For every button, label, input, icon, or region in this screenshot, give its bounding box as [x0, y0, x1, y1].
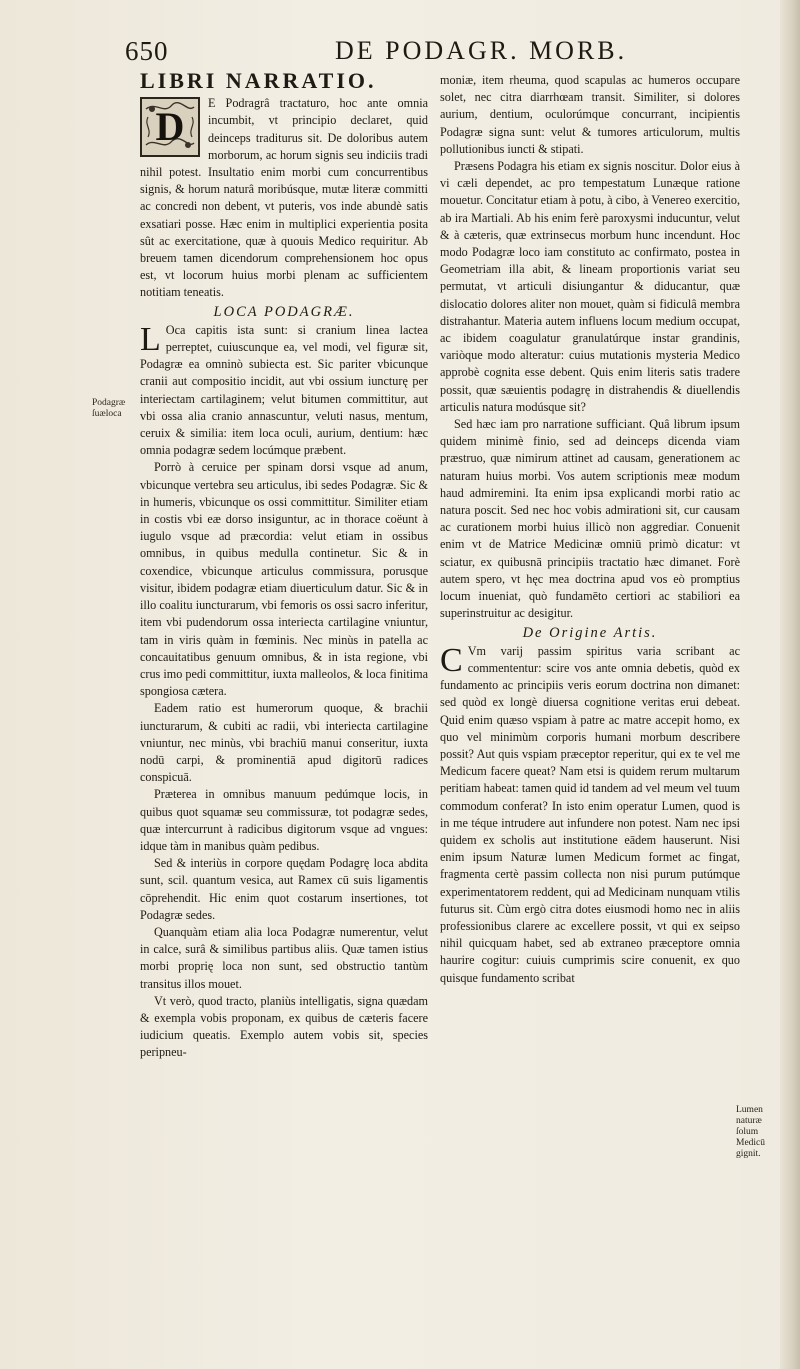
left-column [140, 68, 428, 1062]
intro-paragraph [140, 95, 428, 301]
page-number: 650 [125, 36, 169, 66]
intro-text: E Podragrâ tractaturo, hoc ante omnia incumbit, vt principio declaret, quid deinceps traditurus sit. De doloribus autem morborum, ac horum signis seu indiciis tradi nihil potest. Insultatio enim morbi cum concurrentibus signis, & horum naturâ moribúsque, mutæ literæ committi ac concredi non debent, vt puteris, vos inde abundè satis exsatiari posse. Hæc enim in multiplici experientia posita sût ac exercitatione, quæ à quouis Medico requiritur. Ab breuem tamen dicendorum comprehensionem hoc opus est, vt locorum huius morbi plenam ac sufficientem notitiam teneatis. [140, 96, 428, 300]
paragraph: Præsens Podagra his etiam ex signis noscitur. Dolor eius à vi cæli dependet, ac pro tempestatum Lunæque ratione mouetur. Concitatur etiam à potu, à cibo, à Venereo exercitio, ab ira Martiali. Ab his enim ferè paroxysmi inducuntur, velut & à cæteris, quæ extrinsecus morbum hunc incendunt. Hoc modo Podagræ loco iam constituto ac confirmato, postea in Geometriam illa abit, & lineam proportionis variat seu permutat, vt articuli disiungantur & diducantur, quæ dislocatio dolores aliter non mouet, quàm si fidiculâ membra distrahantur. Materia autem influens locum medium occupat, ac ibidem coagulatur granulatúrque instar grandinis, variòque modo alteratur: cuius mutationis mysteria Medico approbè cognita esse debent. Quis enim literis satis tradere possit, quæ sæuientis podagrę in distrahendis & diuellendis articulis natura modúsque sit? [440, 159, 740, 414]
paragraph: Sed & interiùs in corpore quędam Podagrę loca abdita sunt, scil. quantum vesica, aut Ramex cū suis ligamentis cōprehendit. Hic enim quot costarum insertiones, tot Podagræ sedes. [140, 856, 428, 922]
paragraph: Quanquàm etiam alia loca Podagræ numerentur, velut in calce, surâ & similibus partibus aliis. Quæ tamen istius morbi proprię loca non sunt, sed obstructio tantùm transitus illos mouet. [140, 924, 428, 991]
paragraph: moniæ, item rheuma, quod scapulas ac humeros occupare solet, nec citra diarrhœam transit. Similiter, si dolores aurium, dentium, oculorúmque concurrant, incipientis Podagræ signa sunt: velut & tumores articulorum, multis pollutionibus iuncti & stipati. [440, 73, 740, 156]
ornamental-initial [140, 97, 200, 157]
paragraph: Præterea in omnibus manuum pedúmque locis, in quibus quot squamæ seu commissuræ, tot podagræ sedes, quæ intercurrunt à radicibus digitorum vsque ad vngues: idque tàm in manibus quàm pedibus. [140, 787, 428, 853]
initial-letter: L [140, 320, 161, 358]
section-heading-loca: LOCA PODAGRÆ. [213, 303, 355, 320]
origine-paragraph [440, 643, 740, 987]
origine-text: Vm varij passim spiritus varia scribant ac commententur: scire vos ante omnia debetis, quòd ex fundamento ac principiis veris eorum doctrina non dimanet: sed quòd ex longè diuersa cognitione veritas erui debeat. Quid enim quæso vspiam à patre ac matre accepit homo, ex quo vel minimùm corporis humani morbum describere possit? Aut quis vspiam præceptor reperitur, qui ex te vel me Medicum facere queat? Nam etsi is quidem rerum multarum peritiam habeat: tamen quid id tandem ad vel meum vel tuum commodum conferat? In isto enim operatur Lumen, quod is in me téque intrudere aut infundere non potest. Nam nec ipsi quidem ex scholis aut institutione eādem hauserunt. Nisi enim ipsum Naturæ lumen Medicum formet ac fingat, fragmenta certè passim collecta non nisi purum putúmque experimentatorem reddent, qui ad Medicinam nunquam vtilis futurus sit. Cùm ergò citra dotes eiusmodi homo nec in aliis professionibus clarere ac excellere possit, vt qui ex seipso nihil quicquam habet, sed ab extraneo præceptore omnia haurire cogitur: cuiuis cumprimis scire conuenit, ex quo quisque fundamento scribat [440, 643, 740, 985]
section-heading-origine: De Origine Artis. [522, 624, 658, 641]
margin-note-right: Lumen naturæ ſolum Medicū gignit. [736, 1105, 766, 1159]
chapter-title: LIBRI NARRATIO. [140, 68, 377, 93]
right-column [440, 72, 740, 987]
paragraph: Eadem ratio est humerorum quoque, & brachii iuncturarum, & cubiti ac radii, vbi interiecta cartilagine vniuntur, nec minùs, vbi brachiū manui conseritur, iuxta nodū carpi, & prominentiā apud digitorū radices conspicuā. [140, 701, 428, 785]
paragraph: Porrò à ceruice per spinam dorsi vsque ad anum, vbicunque vertebra seu articulus, ibi sedes Podagræ. Sic & in humeris, vbicunque os ossi committitur. Similiter etiam in costis vbi eæ dorso insiguntur, ac in thorace coëunt à iugulo vsque ad præcordia: velut etiam in ossibus omnibus, in quibus medulla continetur. Sic & in coxendice, vbicunque articulus commissura, porusque visitur, ibidem podagræ etiam diuerticulum datur. Sic & in illo coalitu iuncturarum, vbi femoris os ossi sacro inferitur, item vbi pudendorum ossa interiecta cartilagine vniuntur, tam in viris quàm in fœminis. Nec minùs in patella ac concauitatibus genuum omnibus, & in ista regione, vbi crus imo pedi committitur, iuxta malleolos, & loca finitima spongiosa cætera. [140, 460, 428, 699]
paragraph: Sed hæc iam pro narratione sufficiant. Quâ librum ipsum quidem minimè finio, sed ad deinceps dicenda viam præstruo, quæ nimirum attinet ad causam, generationem ac naturam huius morbi. Vos autem scriptionis meæ modum haud admiremini. Ita enim ipsa explicandi morbi ratio ac natura poscit. Sed nec hoc vobis admirationi sit, cur causam ac curationem morbi huius illicò non aggrediar. Conuenit enim vt de Matrice Medicinæ omniū primò dicatur: vt sciatur, ex quibusnā principiis tractatio hæc dimanet. Forè autem spero, vt hęc mea doctrina apud vos eò promptius locum inueniat, quò fundamēto certiori ac stabiliori ea superinstruitur ac desigitur. [440, 417, 740, 621]
dropcap-letter: D [155, 104, 185, 150]
page-header [125, 34, 785, 70]
loca-text: Oca capitis ista sunt: si cranium linea lactea perreptet, cuiuscunque ea, vel modi, vel figuræ sit, Podagræ ea omninò subiecta est. Sic pariter vbicunque cranii aut compositio incidit, aut vbi ossium iuncturę per interiectam cartilaginem; velut bitumen committitur, aut vbi ossa alia cranio annascuntur, veluti nasus, mentum, ceruix & similia: item loca oculi, aurium, dentium: hæc omnia podagræ sedem locúmque præbent. [140, 322, 428, 458]
running-head: DE PODAGR. MORB. [335, 36, 628, 65]
margin-note-left: Podagræ ſuæloca [92, 398, 126, 419]
page-edge-shadow [780, 0, 800, 1369]
loca-paragraph [140, 322, 428, 460]
paragraph: Vt verò, quod tracto, planiùs intelligatis, signa quædam & exempla vobis proponam, ex quibus de cæteris facere iudicium queatis. Exemplo autem vobis sit, species peripneu- [140, 993, 428, 1060]
initial-letter: C [440, 641, 463, 679]
